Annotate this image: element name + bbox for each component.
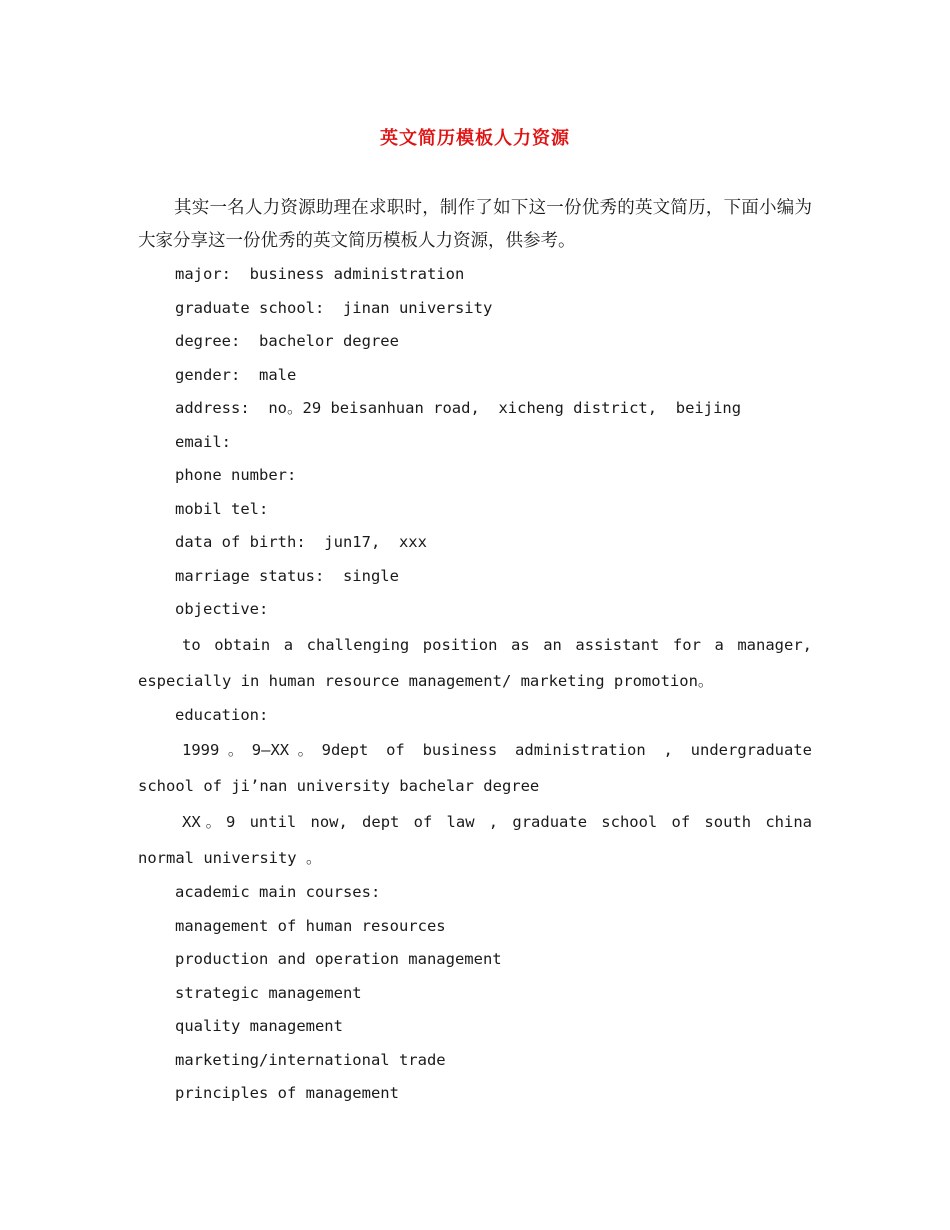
course-item: production and operation management xyxy=(175,950,502,968)
document-body xyxy=(138,192,812,1111)
field-phone-number: phone number: xyxy=(175,466,297,484)
intro-paragraph: 其实一名人力资源助理在求职时，制作了如下这一份优秀的英文简历，下面小编为大家分享这一份优秀的英文简历模板人力资源，供参考。 xyxy=(138,198,812,251)
objective-line-1: to obtain a challenging position as an assistant for a manager, xyxy=(182,635,812,654)
field-birth: data of birth: jun17, xxx xyxy=(175,533,427,551)
course-item: management of human resources xyxy=(175,916,446,935)
objective-paragraph xyxy=(138,627,812,699)
field-email: email: xyxy=(175,432,231,451)
objective-label: objective: xyxy=(175,600,269,618)
course-item: principles of management xyxy=(175,1084,399,1102)
education-entry-2 xyxy=(138,804,812,876)
education-entry-1-line-1: 1999。9—XX。9dept of business administration , undergraduate xyxy=(182,741,812,759)
field-gender: gender: male xyxy=(175,365,297,384)
field-major: major: business administration xyxy=(175,265,465,283)
objective-line-2: especially in human resource management/ marketing promotion。 xyxy=(138,671,714,690)
field-address: address: no。29 beisanhuan road, xicheng district, beijing xyxy=(175,399,742,417)
education-entry-2-line-1: XX。9 until now, dept of law , graduate school of south china xyxy=(182,813,812,831)
course-item: marketing/international trade xyxy=(175,1050,446,1069)
education-entry-1-line-2: school of ji’nan university bachelar degree xyxy=(138,777,540,795)
course-item: strategic management xyxy=(175,983,362,1002)
field-mobil-tel: mobil tel: xyxy=(175,499,269,518)
education-label: education: xyxy=(175,705,269,724)
field-marriage: marriage status: single xyxy=(175,566,399,585)
education-entry-1 xyxy=(138,732,812,804)
field-graduate-school: graduate school: jinan university xyxy=(175,298,493,317)
education-entry-2-line-2: normal university 。 xyxy=(138,849,322,867)
courses-label: academic main courses: xyxy=(175,883,381,901)
document-title: 英文简历模板人力资源 xyxy=(380,128,570,149)
course-item: quality management xyxy=(175,1017,343,1035)
field-degree: degree: bachelor degree xyxy=(175,332,399,350)
